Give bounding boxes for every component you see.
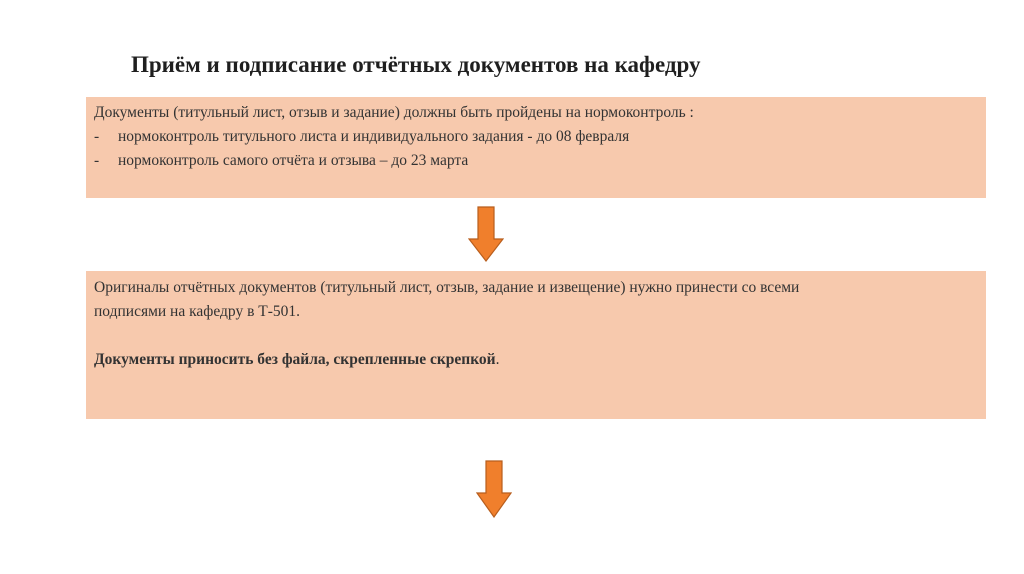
list-item (94, 149, 978, 173)
originals-note (94, 348, 978, 372)
nocontrol-box (86, 97, 986, 198)
list-item (94, 125, 978, 149)
bold-note-end: . (495, 351, 500, 368)
bullet-text: нормоконтроль титульного листа и индивидуального задания - до 08 февраля (118, 128, 630, 145)
bullet-dash: - (94, 128, 100, 145)
originals-text-line1: Оригиналы отчётных документов (титульный лист, отзыв, задание и извещение) нужно принести со всеми (94, 279, 800, 296)
down-arrow-icon (468, 206, 504, 262)
originals-text-line2: подписями на кафедру в Т-501. (94, 303, 301, 320)
down-arrow-icon (476, 460, 512, 518)
nocontrol-intro: Документы (титульный лист, отзыв и задание) должны быть пройдены на нормоконтроль : (94, 104, 694, 121)
bullet-dash: - (94, 152, 100, 169)
page-title: Приём и подписание отчётных документов на кафедру (131, 52, 701, 77)
bullet-text: нормоконтроль самого отчёта и отзыва – до 23 марта (118, 152, 469, 169)
originals-box (86, 271, 986, 419)
bold-note: Документы приносить без файла, скрепленные скрепкой (94, 351, 496, 368)
